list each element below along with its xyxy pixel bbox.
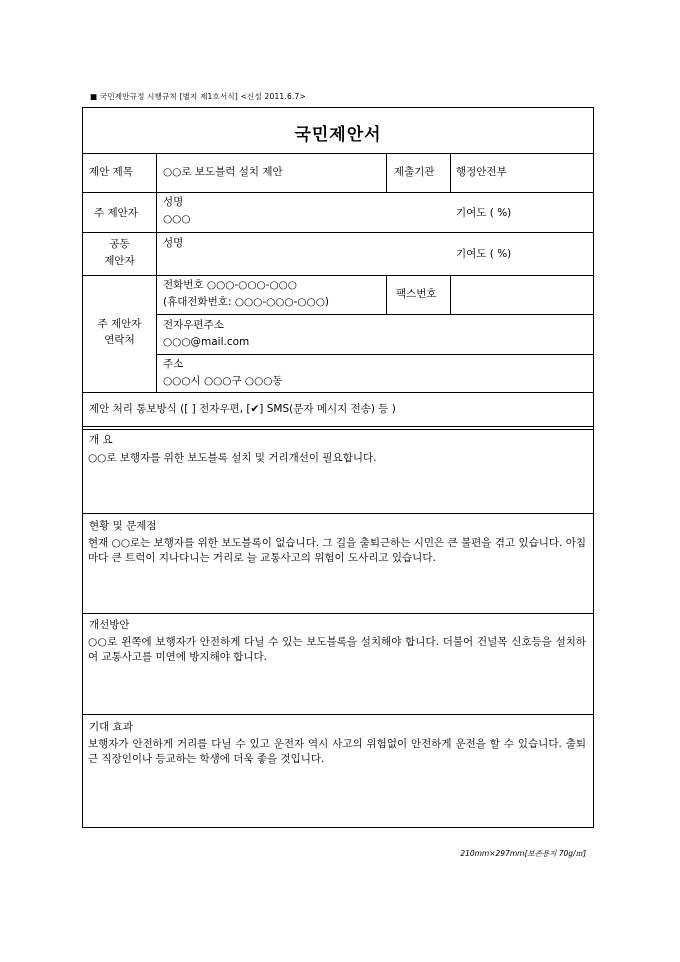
divider xyxy=(83,192,593,193)
co-proposer-contribution: 기여도 ( %) xyxy=(456,248,512,260)
status-body: 현재 ○○로는 보행자를 위한 보도블록이 없습니다. 그 길을 출퇴근하는 시민은 큰 불편을 겪고 있습니다. 아침마다 큰 트럭이 지나다니는 거리로 늘 교통사고의 위험이 도사리고 있습니다. xyxy=(88,537,586,564)
column-line xyxy=(386,275,387,314)
subject-label: 제안 제목 xyxy=(89,166,133,178)
notify-method xyxy=(89,402,396,417)
divider xyxy=(83,714,593,715)
column-line xyxy=(386,153,387,192)
form-reference-note: ■ 국민제안규정 시행규칙 [별지 제1호서식] <신설 2011.6.7> xyxy=(90,92,306,101)
co-proposer-name-label: 성명 xyxy=(163,237,184,249)
checkmark-icon: ✔ xyxy=(250,403,260,415)
status-heading: 현황 및 문제점 xyxy=(89,520,157,532)
effect-body: 보행자가 안전하게 거리를 다닐 수 있고 운전자 역시 사고의 위험없이 안전하게 운전을 할 수 있습니다. 출퇴근 직장인이나 등교하는 학생에 더욱 좋을 것입니다. xyxy=(88,738,586,765)
effect-heading: 기대 효과 xyxy=(89,721,133,733)
column-line xyxy=(450,275,451,314)
divider xyxy=(156,314,593,315)
divider xyxy=(83,232,593,233)
co-proposer-label-line2: 제안자 xyxy=(104,255,135,267)
paper-spec-note: 210mm×297mm[보존용지 70g/㎡] xyxy=(460,849,586,858)
mobile-value: (휴대전화번호: ○○○-○○○-○○○) xyxy=(163,296,329,308)
contact-label-line2: 연락처 xyxy=(104,334,135,346)
divider xyxy=(83,275,593,276)
notify-suffix: ] SMS(문자 메시지 전송) 등 ) xyxy=(259,403,396,415)
divider xyxy=(83,153,593,154)
fax-label: 팩스번호 xyxy=(396,288,437,300)
notify-prefix: 제안 처리 통보방식 ([ ] 전자우편, [ xyxy=(89,403,251,415)
form-title: 국민제안서 xyxy=(294,125,382,145)
divider xyxy=(156,354,593,355)
column-line xyxy=(450,153,451,192)
phone-value: 전화번호 ○○○-○○○-○○○ xyxy=(163,279,297,291)
divider xyxy=(83,392,593,393)
main-proposer-contribution: 기여도 ( %) xyxy=(456,207,512,219)
proposal-form xyxy=(82,107,594,828)
improvement-body: ○○로 왼쪽에 보행자가 안전하게 다닐 수 있는 보도블록을 설치해야 합니다. 더불어 건널목 신호등을 설치하여 교통사고를 미연에 방지해야 합니다. xyxy=(88,636,586,663)
address-label: 주소 xyxy=(163,358,184,370)
main-proposer-name-label: 성명 xyxy=(163,196,184,208)
subject-value: ○○로 보도블럭 설치 제안 xyxy=(163,166,283,178)
agency-value: 행정안전부 xyxy=(456,166,507,178)
agency-label: 제출기관 xyxy=(394,166,435,178)
overview-heading: 개 요 xyxy=(89,434,113,446)
divider xyxy=(83,613,593,614)
overview-body: ○○로 보행자를 위한 보도블록 설치 및 거리개선이 필요합니다. xyxy=(88,452,377,464)
address-value: ○○○시 ○○○구 ○○○동 xyxy=(163,375,283,387)
column-line xyxy=(156,153,157,392)
email-value: ○○○@mail.com xyxy=(163,336,250,348)
improvement-heading: 개선방안 xyxy=(89,619,130,631)
main-proposer-name-value: ○○○ xyxy=(163,213,191,225)
co-proposer-label-line1: 공동 xyxy=(109,238,130,250)
main-proposer-label: 주 제안자 xyxy=(94,207,138,219)
divider xyxy=(83,513,593,514)
double-divider xyxy=(83,426,593,430)
contact-label-line1: 주 제안자 xyxy=(97,318,142,330)
email-label: 전자우편주소 xyxy=(163,319,224,331)
